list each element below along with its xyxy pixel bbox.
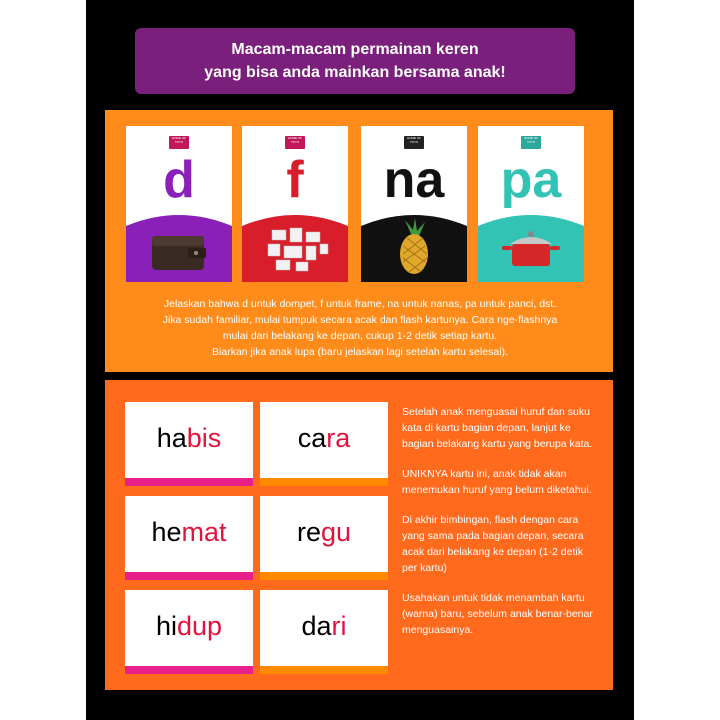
brand-logo: HOME OF TOYS xyxy=(521,136,541,149)
card-stripe xyxy=(125,666,253,674)
letter-card-na xyxy=(361,126,467,282)
card-letter: na xyxy=(383,151,445,209)
card-word: habis xyxy=(156,423,222,453)
description-paragraph: Di akhir bimbingan, flash dengan cara yang sama pada bagian depan, secara acak dari belakang ke depan (1-2 detik per kartu) xyxy=(402,514,584,574)
word-card-hemat xyxy=(125,496,253,580)
card-word: cara xyxy=(297,423,351,453)
card-letter: d xyxy=(163,151,195,209)
title-banner xyxy=(135,28,575,94)
title-line-1: Macam-macam permainan keren xyxy=(231,41,479,58)
brand-logo: HOME OF TOYS xyxy=(169,136,189,149)
description-line: Jika sudah familiar, mulai tumpuk secara acak dan flash kartunya. Cara nge-flashnya xyxy=(162,314,558,326)
card-stripe xyxy=(260,478,388,486)
brand-logo: HOME OF TOYS xyxy=(404,136,424,149)
letter-card-f xyxy=(242,126,348,282)
word-card-hidup xyxy=(125,590,253,674)
card-word: hemat xyxy=(151,517,227,547)
letter-card-pa xyxy=(478,126,584,282)
description-line: mulai dari belakang ke depan, cukup 1-2 detik setiap kartu. xyxy=(222,330,498,342)
description-line: Biarkan jika anak lupa (baru jelaskan lagi setelah kartu selesai). xyxy=(212,346,508,358)
wallet-icon xyxy=(152,236,206,270)
description-paragraph: UNIKNYA kartu ini, anak tidak akan menemukan huruf yang belum diketahui. xyxy=(402,468,592,496)
card-stripe xyxy=(260,666,388,674)
card-word: regu xyxy=(296,517,352,547)
word-card-dari xyxy=(260,590,388,674)
word-cards-description xyxy=(402,404,598,652)
letter-card-d xyxy=(126,126,232,282)
description-paragraph: Setelah anak menguasai huruf dan suku kata di kartu bagian depan, lanjut ke bagian belakang kartu yang berupa kata. xyxy=(402,406,593,450)
card-stripe xyxy=(125,478,253,486)
card-illustration xyxy=(478,214,584,282)
brand-logo: HOME OF TOYS xyxy=(285,136,305,149)
card-stripe xyxy=(260,572,388,580)
word-card-habis xyxy=(125,402,253,486)
card-stripe xyxy=(125,572,253,580)
description-paragraph: Usahakan untuk tidak menambah kartu (warna) baru, sebelum anak benar-benar menguasainya. xyxy=(402,592,593,636)
card-letter: pa xyxy=(500,151,562,209)
card-illustration xyxy=(126,214,232,282)
card-word: dari xyxy=(301,611,347,641)
card-word: hidup xyxy=(155,611,223,641)
word-card-cara xyxy=(260,402,388,486)
word-card-regu xyxy=(260,496,388,580)
card-illustration xyxy=(361,214,467,282)
title-line-2: yang bisa anda mainkan bersama anak! xyxy=(204,64,506,81)
card-illustration xyxy=(242,214,348,282)
description-line: Jelaskan bahwa d untuk dompet, f untuk frame, na untuk nanas, pa untuk panci, dst. xyxy=(163,298,557,310)
letter-cards-description xyxy=(115,296,605,360)
card-letter: f xyxy=(286,151,304,209)
